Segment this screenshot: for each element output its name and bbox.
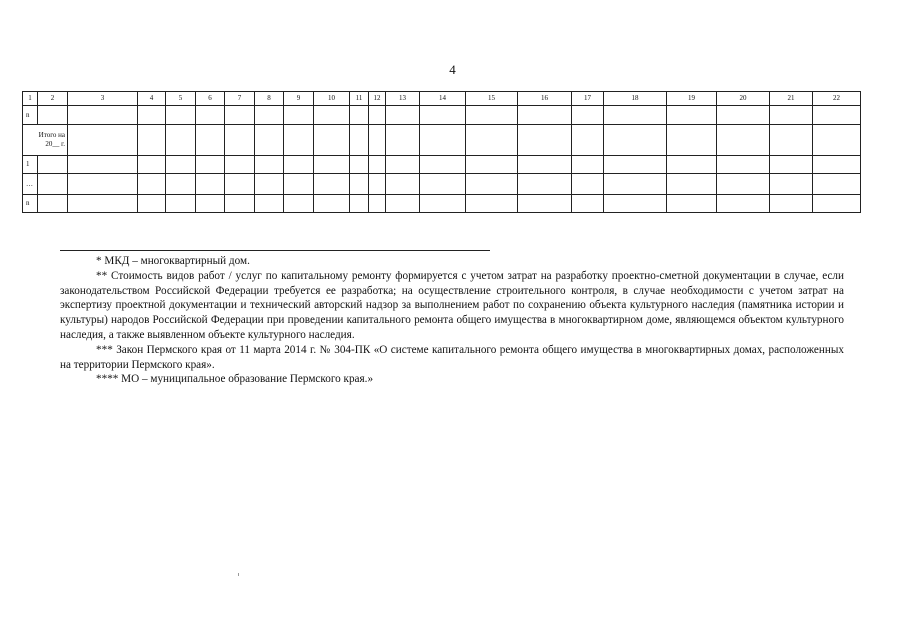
column-header: 15 bbox=[466, 92, 518, 106]
scan-artifact bbox=[238, 573, 239, 576]
column-header: 11 bbox=[350, 92, 369, 106]
page-number: 4 bbox=[449, 62, 456, 77]
column-header: 8 bbox=[255, 92, 284, 106]
table-row bbox=[23, 156, 861, 174]
row-label: n bbox=[23, 195, 38, 213]
column-header: 12 bbox=[369, 92, 386, 106]
column-header: 22 bbox=[813, 92, 861, 106]
row-label: 1 bbox=[23, 156, 38, 174]
column-header: 3 bbox=[68, 92, 138, 106]
column-header: 19 bbox=[667, 92, 717, 106]
table-row bbox=[23, 106, 861, 125]
column-header: 16 bbox=[518, 92, 572, 106]
footnote-cost: ** Стоимость видов работ / услуг по капитальному ремонту формируется с учетом затрат на разработку проектно-сметной документации в случае, если законодательством Российской Федерации требуется ее разработка; на осуществление строительного контроля, в случае необходимости с учетом затрат на экспертизу проектной документации и технический авторский надзор за выполнением работ по сохранению объекта культурного наследия (памятника истории и культуры) народов Российской Федерации при проведении капитального ремонта общего имущества в многоквартирном доме, являющемся объектом культурного наследия, а также выявленном объекте культурного наследия. bbox=[60, 269, 844, 341]
column-header: 13 bbox=[386, 92, 420, 106]
column-header: 1 bbox=[23, 92, 38, 106]
table-row-total bbox=[23, 125, 861, 156]
column-header: 9 bbox=[284, 92, 314, 106]
footnote-law: *** Закон Пермского края от 11 марта 2014 г. № 304-ПК «О системе капитального ремонта общего имущества в многоквартирных домах, расположенных на территории Пермского края». bbox=[60, 343, 844, 371]
column-header: 17 bbox=[572, 92, 604, 106]
column-header: 5 bbox=[166, 92, 196, 106]
footnote-mkd: * МКД – многоквартирный дом. bbox=[96, 255, 250, 267]
column-header: 6 bbox=[196, 92, 225, 106]
row-label: n bbox=[23, 106, 38, 125]
column-header: 14 bbox=[420, 92, 466, 106]
row-label: … bbox=[23, 174, 38, 195]
column-header: 10 bbox=[314, 92, 350, 106]
column-header: 7 bbox=[225, 92, 255, 106]
data-table bbox=[22, 91, 861, 213]
footnotes bbox=[60, 254, 844, 387]
column-header: 2 bbox=[38, 92, 68, 106]
table-row bbox=[23, 174, 861, 195]
row-label-total: Итого на 20__ г. bbox=[23, 125, 68, 156]
column-header: 18 bbox=[604, 92, 667, 106]
header-row bbox=[23, 92, 861, 106]
column-header: 4 bbox=[138, 92, 166, 106]
table-row bbox=[23, 195, 861, 213]
footnote-divider bbox=[60, 250, 490, 251]
footnote-mo: **** МО – муниципальное образование Пермского края.» bbox=[96, 373, 374, 386]
column-header: 20 bbox=[717, 92, 770, 106]
column-header: 21 bbox=[770, 92, 813, 106]
